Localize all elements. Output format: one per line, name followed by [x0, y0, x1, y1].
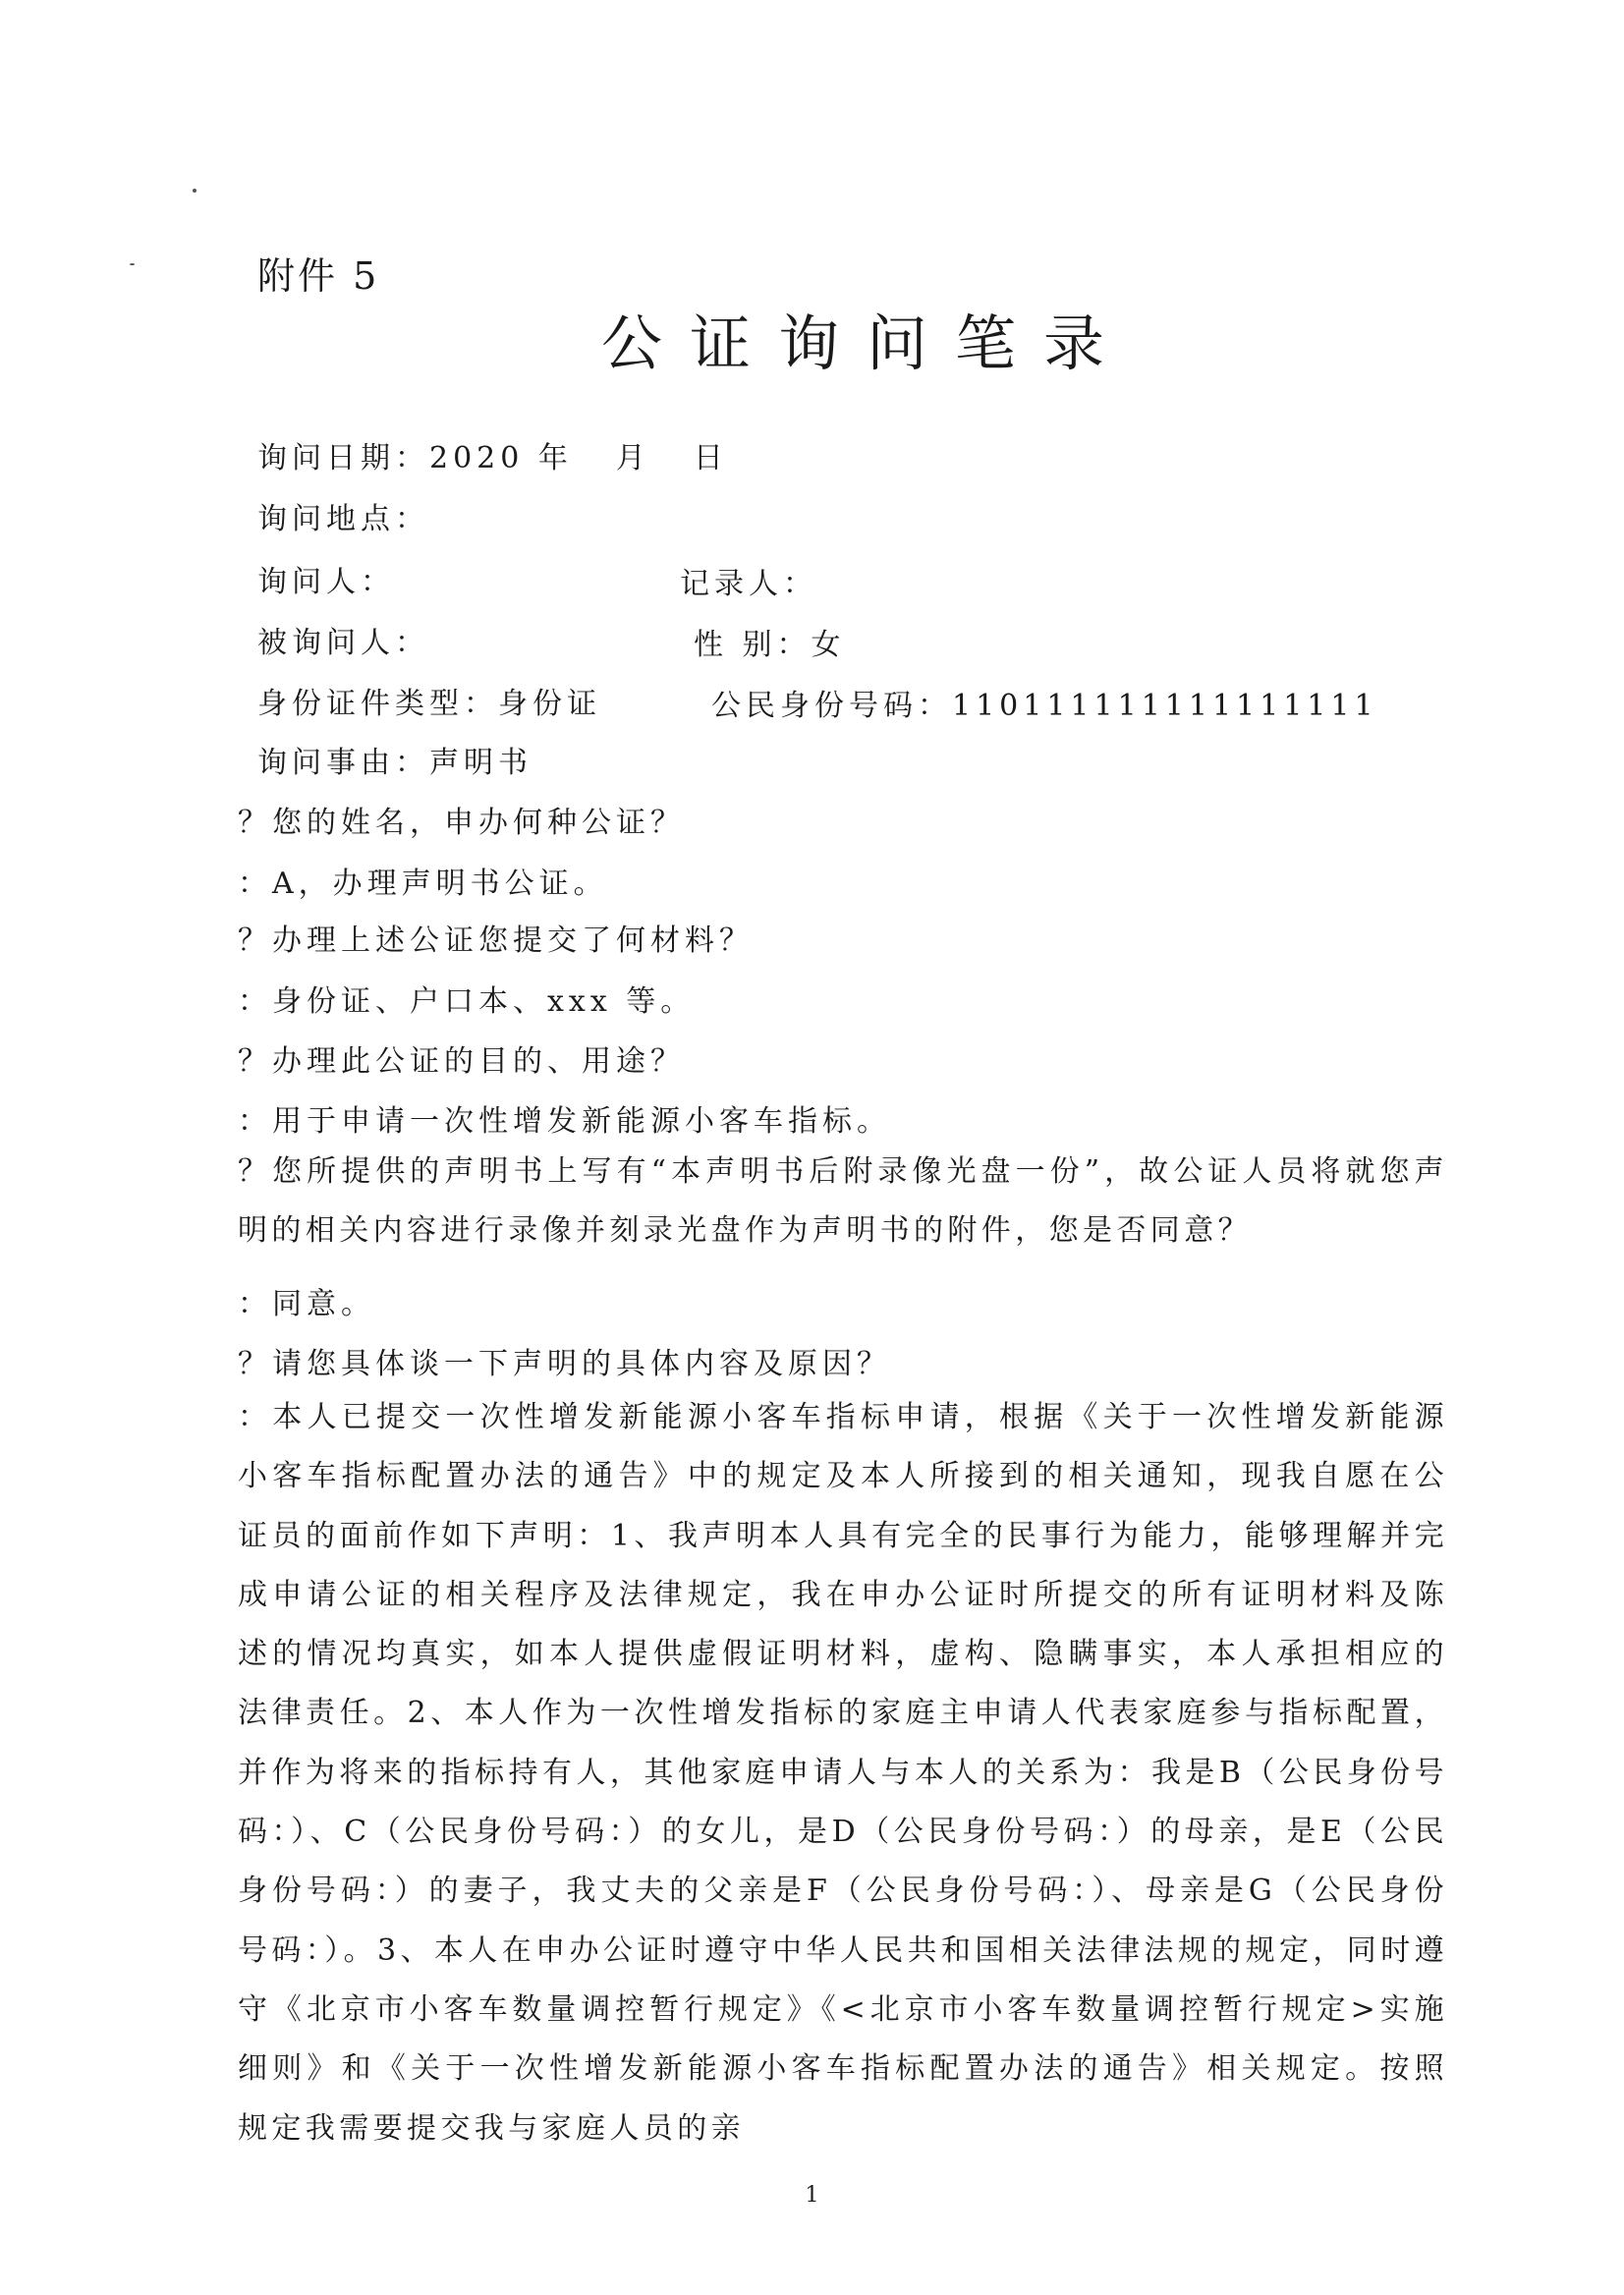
scan-speck: [130, 263, 135, 265]
respondent-field: 被询问人：: [257, 626, 429, 660]
inquirer-field: 询问人：: [257, 565, 395, 599]
question-line: ？办理此公证的目的、用途？: [238, 1044, 685, 1079]
answer-line: ：用于申请一次性增发新能源小客车指标。: [238, 1104, 891, 1139]
answer-line: ：A，办理声明书公证。: [238, 867, 608, 901]
gender-field: 性 别：女: [694, 628, 846, 662]
inquiry-date-month: 月: [615, 441, 650, 476]
inquiry-place-field: 询问地点：: [257, 502, 429, 536]
consent-question: ？您所提供的声明书上写有“本声明书后附录像光盘一份”，故公证人员将就您声明的相关内容进行录像并刻录光盘作为声明书的附件，您是否同意？: [238, 1154, 1448, 1249]
attachment-label: 附件 5: [257, 254, 380, 298]
scan-speck: [193, 189, 196, 193]
question-line: ？办理上述公证您提交了何材料？: [238, 924, 754, 958]
answer-line: ：身份证、户口本、xxx 等。: [238, 984, 696, 1019]
declaration-statement: ：本人已提交一次性增发新能源小客车指标申请，根据《关于一次性增发新能源小客车指标配置办法的通告》中的规定及本人所接到的相关通知，现我自愿在公证员的面前作如下声明：1、我声明本人具有完全的民事行为能力，能够理解并完成申请公证的相关程序及法律规定，我在申办公证时所提交的所有证明材料及陈述的情况均真实，如本人提供虚假证明材料，虚构、隐瞒事实，本人承担相应的法律责任。2、本人作为一次性增发指标的家庭主申请人代表家庭参与指标配置，并作为将来的指标持有人，其他家庭申请人与本人的关系为：我是B（公民身份号码：）、C（公民身份号码：）的女儿，是D（公民身份号码：）的母亲，是E（公民身份号码：）的妻子，我丈夫的父亲是F（公民身份号码：）、母亲是G（公民身份号码：）。3、本人在申办公证时遵守中华人民共和国相关法律法规的规定，同时遵守《北京市小客车数量调控暂行规定》《<北京市小客车数量调控暂行规定>实施细则》和《关于一次性增发新能源小客车指标配置办法的通告》相关规定。按照规定我需要提交我与家庭人员的亲: [238, 1400, 1448, 2146]
recorder-field: 记录人：: [680, 567, 817, 601]
answer-line: ：同意。: [238, 1287, 375, 1321]
id-type-field: 身份证件类型：身份证: [257, 687, 601, 721]
inquiry-date-field: [257, 439, 728, 478]
inquiry-date-day: 日: [693, 441, 728, 476]
document-title: 公证询问笔录: [601, 308, 1133, 379]
question-line: ？请您具体谈一下声明的具体内容及原因？: [238, 1347, 891, 1381]
question-line: ？您的姓名，申办何种公证？: [238, 806, 685, 840]
inquiry-reason-field: 询问事由：声明书: [257, 746, 532, 780]
id-number-field: 公民身份号码：110111111111111111: [711, 689, 1378, 723]
page-number: 1: [805, 2183, 819, 2208]
inquiry-date-label: 询问日期：2020 年: [257, 441, 573, 476]
